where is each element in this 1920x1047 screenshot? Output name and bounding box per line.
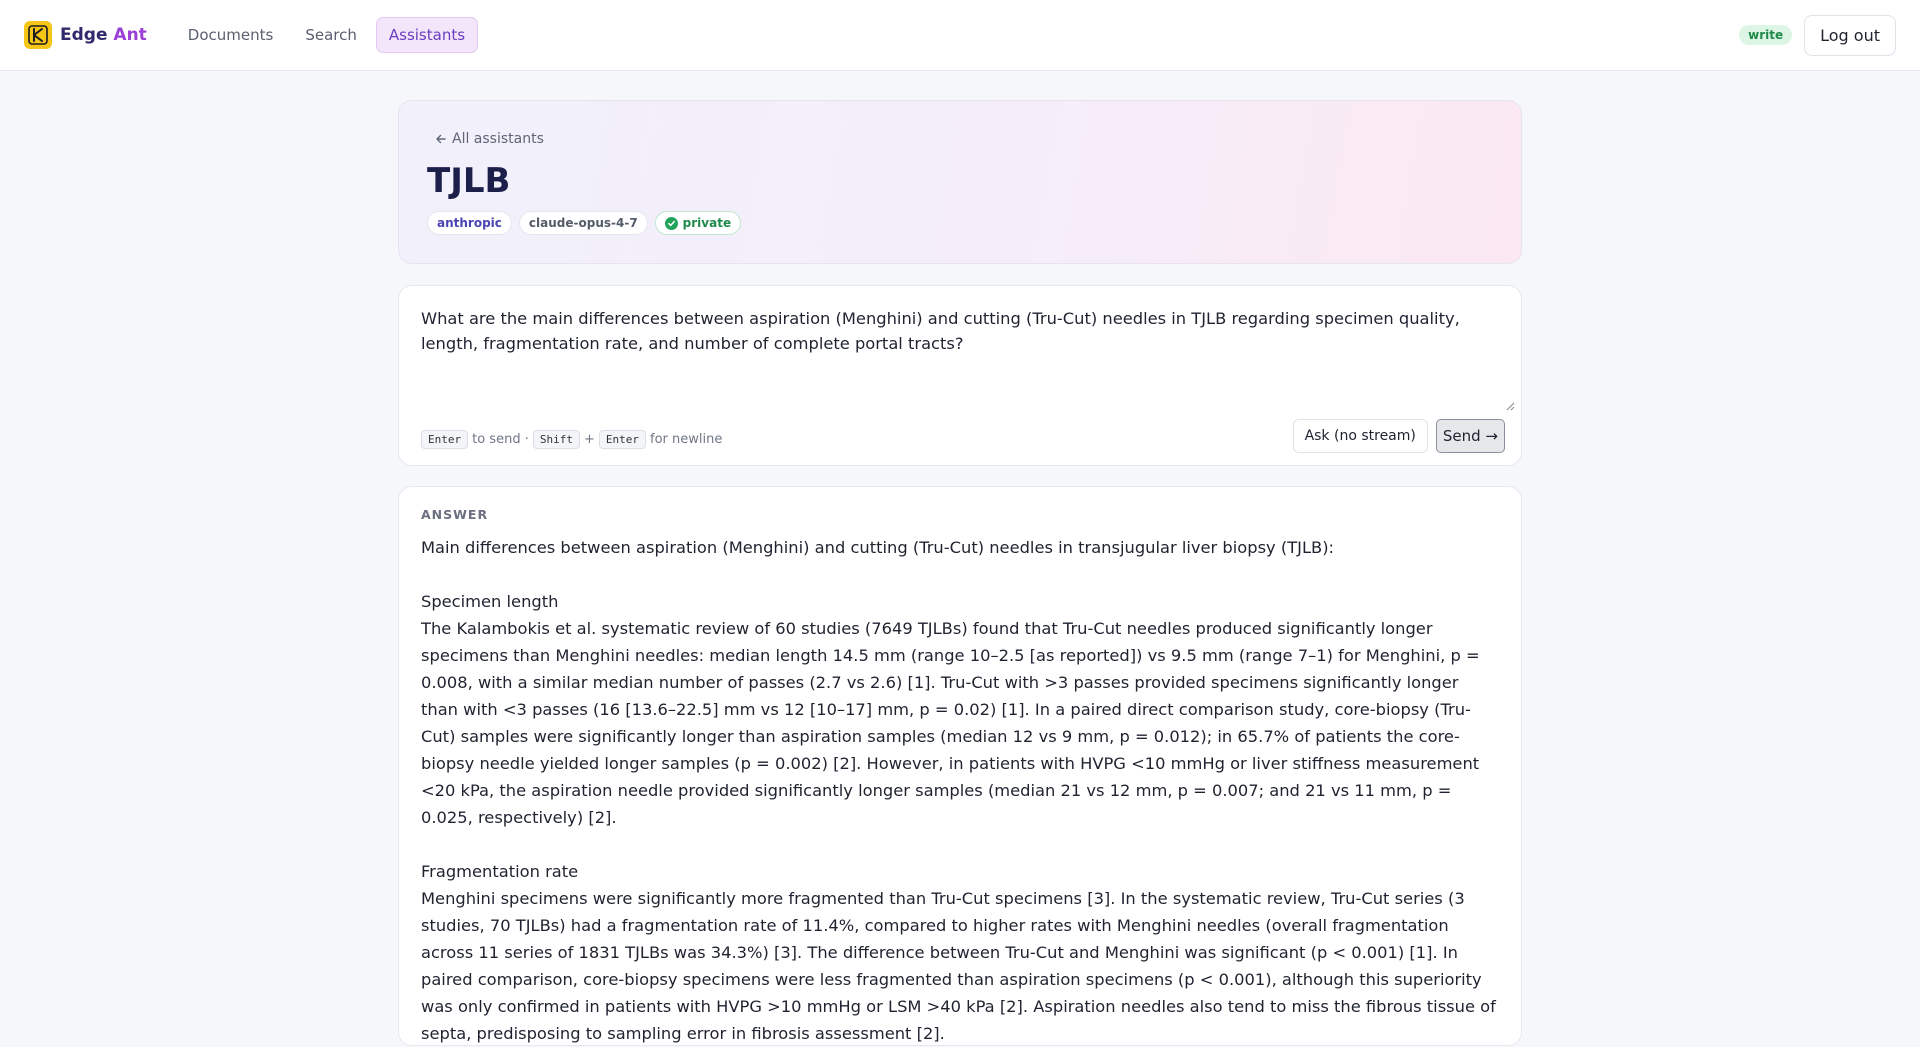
kbd-enter: Enter bbox=[421, 430, 468, 449]
answer-card bbox=[398, 486, 1522, 1046]
section-text: Menghini specimens were significantly more fragmented than Tru-Cut specimens [3]. In the systematic review, Tru-Cut series (3 studies, 70 TJLBs) had a fragmentation rate of 11.4%, compared to higher rates with Menghini needles (overall fragmentation across 11 series of 1831 TJLBs was 34.3%) [3]. The difference between Tru-Cut and Menghini was significant (p < 0.001) [1]. In paired comparison, core-biopsy specimens were less fragmented than aspiration specimens (p < 0.001), although this superiority was only confirmed in patients with HVPG >10 mmHg or LSM >40 kPa [2]. Aspiration needles also tend to miss the fibrous tissue of septa, predisposing to sampling error in fibrosis assessment [2]. bbox=[421, 889, 1496, 1043]
logout-button[interactable]: Log out bbox=[1804, 15, 1896, 56]
role-badge: write bbox=[1739, 25, 1792, 45]
brand-logo-icon bbox=[24, 21, 52, 49]
nav-link-search[interactable]: Search bbox=[305, 26, 357, 44]
brand-name-part2: Ant bbox=[113, 25, 147, 45]
section-heading: Specimen length bbox=[421, 592, 559, 611]
ask-no-stream-button[interactable]: Ask (no stream) bbox=[1293, 419, 1428, 453]
assistant-tags bbox=[427, 211, 1493, 235]
check-circle-icon bbox=[665, 217, 678, 230]
kbd-shift: Shift bbox=[533, 430, 580, 449]
arrow-left-icon bbox=[435, 133, 447, 145]
visibility-label: private bbox=[682, 216, 732, 230]
nav-link-documents[interactable]: Documents bbox=[187, 26, 274, 44]
hint-plus: + bbox=[583, 432, 595, 447]
nav-link-assistants[interactable]: Assistants bbox=[376, 17, 478, 53]
assistant-header-card bbox=[398, 100, 1522, 264]
answer-section-length bbox=[421, 588, 1499, 831]
question-card bbox=[398, 285, 1522, 466]
brand-name-part1: Edge bbox=[60, 25, 108, 45]
hint-for-newline: for newline bbox=[650, 432, 723, 447]
back-to-assistants-link[interactable] bbox=[435, 131, 1493, 147]
visibility-tag bbox=[655, 211, 741, 235]
kbd-enter-newline: Enter bbox=[599, 430, 646, 449]
main-nav bbox=[175, 17, 478, 53]
answer-intro: Main differences between aspiration (Menghini) and cutting (Tru-Cut) needles in transjugular liver biopsy (TJLB): bbox=[421, 538, 1335, 557]
answer-body bbox=[421, 534, 1499, 1047]
send-button[interactable]: Send → bbox=[1436, 419, 1505, 453]
top-navigation-bar bbox=[0, 0, 1920, 71]
section-heading: Fragmentation rate bbox=[421, 862, 579, 881]
keyboard-hint bbox=[421, 430, 722, 449]
question-actions bbox=[1293, 419, 1505, 453]
brand[interactable] bbox=[24, 21, 147, 49]
top-right-controls bbox=[1739, 15, 1896, 56]
assistant-title: TJLB bbox=[427, 161, 511, 201]
model-tag: claude-opus-4-7 bbox=[519, 211, 648, 235]
provider-tag: anthropic bbox=[427, 211, 512, 235]
answer-label: ANSWER bbox=[421, 507, 489, 522]
section-text: The Kalambokis et al. systematic review of 60 studies (7649 TJLBs) found that Tru-Cut needles produced significantly longer specimens than Menghini needles: median length 14.5 mm (range 10–2.5 [as reported]) vs 9.5 mm (range 7–1) for Menghini, p = 0.008, with a similar median number of passes (2.7 vs 2.6) [1]. Tru-Cut with >3 passes provided specimens significantly longer than with <3 passes (16 [13.6–22.5] mm vs 12 [10–17] mm, p = 0.02) [1]. In a paired direct comparison study, core-biopsy (Tru-Cut) samples were significantly longer than aspiration samples (median 12 vs 9 mm, p = 0.012); in 65.7% of patients the core-biopsy needle yielded longer samples (p = 0.002) [2]. However, in patients with HVPG <10 mmHg or liver stiffness measurement <20 kPa, the aspiration needle provided significantly longer samples (median 21 vs 12 mm, p = 0.007; and 21 vs 11 mm, p = 0.025, respectively) [2]. bbox=[421, 619, 1480, 827]
brand-name bbox=[60, 25, 147, 45]
question-textarea[interactable]: What are the main differences between aspiration (Menghini) and cutting (Tru-Cut) needles in TJLB regarding specimen quality, length, fragmentation rate, and number of complete portal tracts? bbox=[421, 309, 1460, 353]
back-link-label: All assistants bbox=[452, 131, 544, 147]
hint-to-send: to send · bbox=[472, 432, 529, 447]
answer-section-fragmentation bbox=[421, 858, 1499, 1047]
resize-handle-icon[interactable] bbox=[1505, 401, 1515, 411]
